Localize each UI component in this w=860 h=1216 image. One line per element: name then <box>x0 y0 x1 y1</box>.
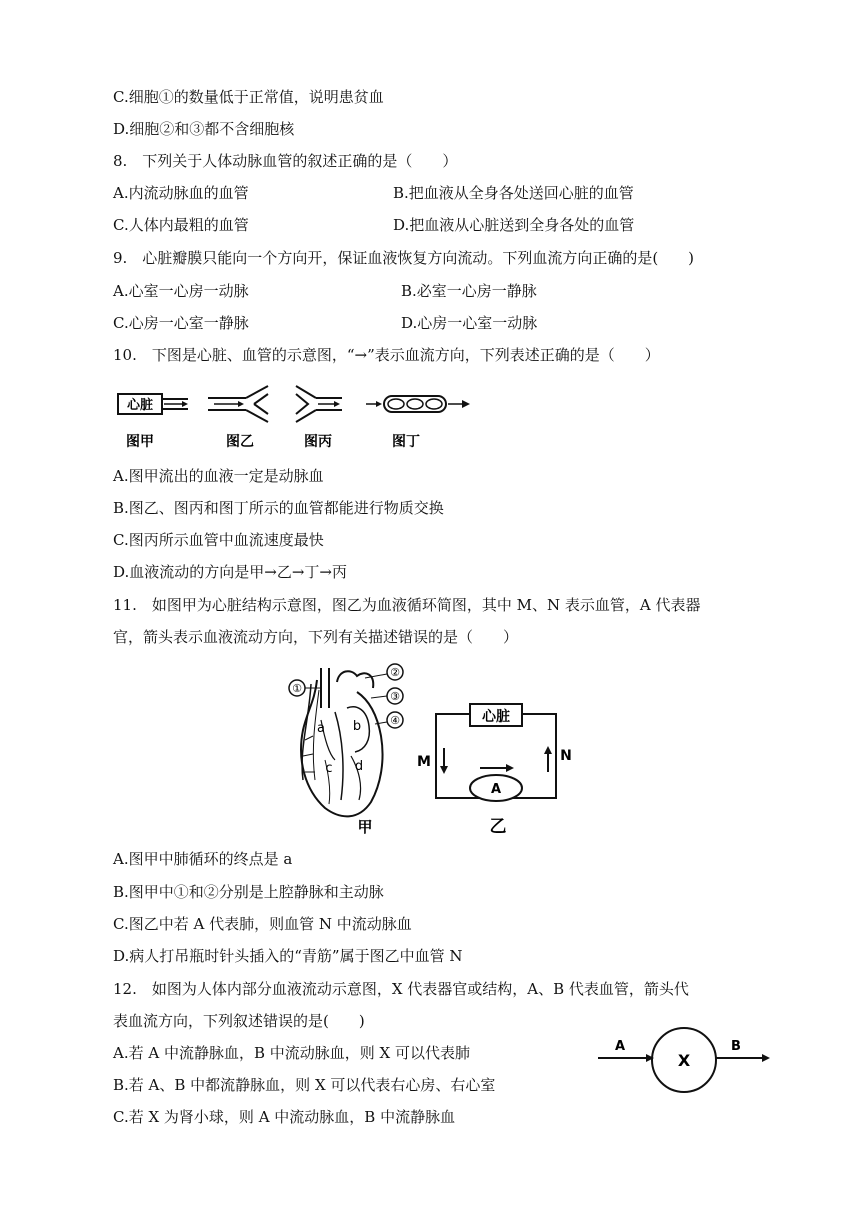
q8-option-d: D.把血液从心脏送到全身各处的血管 <box>393 216 635 234</box>
caption-jia: 图甲 <box>126 434 154 450</box>
chamber-d: d <box>354 759 364 774</box>
q11-option-d: D.病人打吊瓶时针头插入的“青筋”属于图乙中血管 N <box>113 947 463 965</box>
caption-bing: 图丙 <box>304 434 332 450</box>
circ-heart-label: 心脏 <box>482 709 510 725</box>
q9-option-d: D.心房一心室一动脉 <box>401 314 538 332</box>
q10-vessel-figure <box>108 382 488 460</box>
marker-3: ③ <box>390 690 400 703</box>
q7-option-d: D.细胞②和③都不含细胞核 <box>113 120 295 138</box>
circ-organ-label: A <box>490 782 502 797</box>
q12-stem-line2: 表血流方向，下列叙述错误的是( ) <box>113 1012 365 1030</box>
caption-yi-circ: 乙 <box>489 817 507 837</box>
q12-stem-line1: 12. 如图为人体内部分血液流动示意图，X 代表器官或结构，A、B 代表血管，箭头代 <box>113 980 689 998</box>
chamber-a: a <box>317 721 325 736</box>
q12-option-a: A.若 A 中流静脉血，B 中流动脉血，则 X 可以代表肺 <box>113 1044 470 1062</box>
fig-jia-heart <box>118 394 188 414</box>
q10-stem: 10. 下图是心脏、血管的示意图，“→”表示血流方向，下列表述正确的是（ ） <box>113 346 660 364</box>
fig-ding-capillary <box>366 396 470 412</box>
circ-m-label: M <box>417 754 431 770</box>
fig-bing-vessel <box>296 386 342 422</box>
q11-option-c: C.图乙中若 A 代表肺，则血管 N 中流动脉血 <box>113 915 412 933</box>
q11-circulation-figure <box>412 700 582 840</box>
q7-option-c: C.细胞①的数量低于正常值，说明患贫血 <box>113 88 384 106</box>
q9-option-b: B.必室一心房一静脉 <box>401 282 537 300</box>
q8-stem: 8. 下列关于人体动脉血管的叙述正确的是（ ） <box>113 152 458 170</box>
q12-flow-figure <box>596 1024 778 1094</box>
marker-2: ② <box>390 666 400 679</box>
q10-option-b: B.图乙、图丙和图丁所示的血管都能进行物质交换 <box>113 499 444 517</box>
q10-option-a: A.图甲流出的血液一定是动脉血 <box>113 467 324 485</box>
q8-option-b: B.把血液从全身各处送回心脏的血管 <box>393 184 634 202</box>
q8-option-c: C.人体内最粗的血管 <box>113 216 249 234</box>
q9-stem: 9. 心脏瓣膜只能向一个方向开，保证血液恢复方向流动。下列血流方向正确的是( ) <box>113 249 695 267</box>
fig-heart-label: 心脏 <box>126 398 154 413</box>
q12-option-c: C.若 X 为肾小球，则 A 中流动脉血，B 中流静脉血 <box>113 1108 456 1126</box>
q11-option-a: A.图甲中肺循环的终点是 a <box>113 850 293 868</box>
caption-yi: 图乙 <box>226 434 254 450</box>
caption-jia-heart: 甲 <box>357 818 373 836</box>
q9-option-a: A.心室一心房一动脉 <box>113 282 249 300</box>
q10-option-c: C.图丙所示血管中血流速度最快 <box>113 531 324 549</box>
q11-option-b: B.图甲中①和②分别是上腔静脉和主动脉 <box>113 883 384 901</box>
q11-stem-line2: 官，箭头表示血液流动方向，下列有关描述错误的是（ ） <box>113 628 519 646</box>
flow-b-label: B <box>731 1039 741 1054</box>
q8-option-a: A.内流动脉血的血管 <box>113 184 249 202</box>
q11-stem-line1: 11. 如图甲为心脏结构示意图，图乙为血液循环简图，其中 M、N 表示血管，A 代表器 <box>113 596 701 614</box>
chamber-c: c <box>325 761 333 776</box>
chamber-b: b <box>352 719 362 734</box>
marker-4: ④ <box>390 714 400 727</box>
fig-yi-vessel <box>208 386 268 422</box>
q10-option-d: D.血液流动的方向是甲→乙→丁→丙 <box>113 563 347 581</box>
caption-ding: 图丁 <box>392 434 420 450</box>
q12-option-b: B.若 A、B 中都流静脉血，则 X 可以代表右心房、右心室 <box>113 1076 496 1094</box>
flow-a-label: A <box>614 1039 626 1054</box>
marker-1: ① <box>292 682 302 695</box>
q11-heart-structure-figure <box>285 660 415 840</box>
circ-n-label: N <box>560 748 572 764</box>
q9-option-c: C.心房一心室一静脉 <box>113 314 249 332</box>
flow-x-label: X <box>677 1051 691 1070</box>
